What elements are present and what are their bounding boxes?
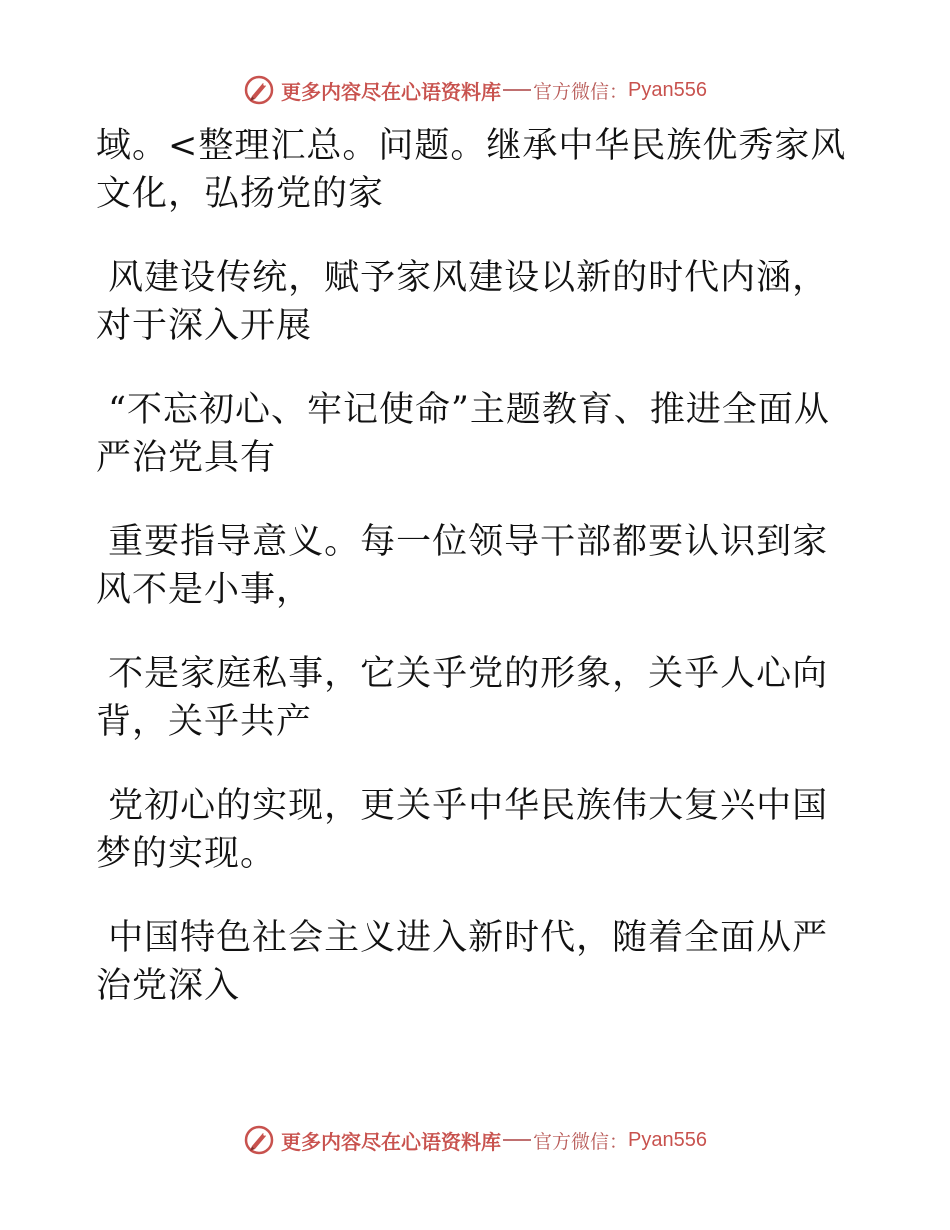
footer-banner (0, 1120, 950, 1160)
banner-divider (503, 1139, 531, 1141)
pen-logo-icon (243, 1124, 275, 1156)
banner-wechat-id: Pyan556 (628, 1128, 707, 1151)
banner-divider (503, 89, 531, 91)
paragraph-4: 重要指导意义。每一位领导干部都要认识到家风不是小事， (96, 522, 829, 610)
paragraph-1: 域。<整理汇总。问题。继承中华民族优秀家风文化，弘扬党的家 (96, 126, 847, 214)
paragraph-6: 党初心的实现，更关乎中华民族伟大复兴中国梦的实现。 (96, 786, 829, 874)
banner-wechat-id: Pyan556 (628, 78, 707, 101)
banner-brand-text: 更多内容尽在心语资料库 (281, 1129, 501, 1154)
pen-logo-icon (243, 74, 275, 106)
banner-official-label: 官方微信： (533, 1130, 629, 1153)
header-banner (0, 70, 950, 110)
document-body (96, 122, 856, 1046)
banner-official-label: 官方微信： (533, 80, 629, 103)
paragraph-3: “不忘初心、牢记使命”主题教育、推进全面从严治党具有 (96, 390, 830, 478)
paragraph-7: 中国特色社会主义进入新时代，随着全面从严治党深入 (96, 918, 829, 1006)
paragraph-5: 不是家庭私事，它关乎党的形象，关乎人心向背，关乎共产 (96, 654, 829, 742)
paragraph-2: 风建设传统，赋予家风建设以新的时代内涵，对于深入开展 (96, 258, 829, 346)
banner-brand-text: 更多内容尽在心语资料库 (281, 79, 501, 104)
